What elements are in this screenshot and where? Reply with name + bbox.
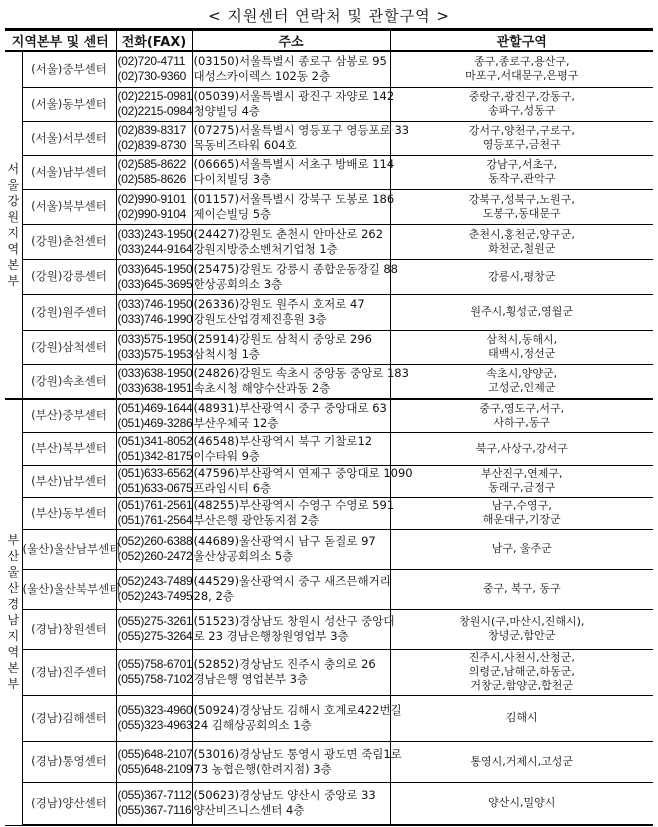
phone-cell (116, 569, 192, 609)
area-line: 거창군,함양군,합천군 (470, 679, 574, 692)
phone-cell (116, 364, 192, 399)
area-cell (390, 294, 653, 330)
address-cell (192, 497, 395, 529)
center-name: (부산)동부센터 (22, 497, 116, 529)
area-cell (390, 189, 653, 224)
address-line: 프라임시티 6층 (193, 481, 272, 495)
phone-number: (055)323-4960 (117, 703, 193, 717)
table-row (5, 465, 653, 497)
region-name-char: 울 (7, 178, 20, 192)
phone-number: (02)730-9360 (117, 69, 186, 84)
phone-cell (116, 259, 192, 294)
area-line: 창원시(구,마산시,진해시), (459, 615, 585, 628)
area-line: 동작구,관악구 (488, 172, 556, 185)
document-title: < 지원센터 연락처 및 관할구역 > (208, 7, 450, 25)
table-row (5, 782, 653, 825)
address-line: (50623)경상남도 양산시 중앙로 33 (193, 788, 376, 803)
center-name: (경남)통영센터 (22, 741, 116, 782)
address-line: (52852)경상남도 진주시 충의로 26 (193, 657, 376, 671)
address-line: 한상공회의소 3층 (193, 276, 283, 291)
header-area: 관할구역 (390, 30, 653, 52)
phone-number: (02)2215-0984 (117, 104, 193, 118)
phone-number: (033)575-1953 (117, 347, 193, 361)
address-line: 부산은행 광안동지점 2층 (193, 513, 320, 527)
area-line: 강서구,양천구,구로구, (468, 124, 575, 137)
table-row (5, 649, 653, 695)
phone-number: (02)990-9104 (117, 206, 186, 221)
phone-number: (051)469-3286 (117, 415, 193, 430)
center-name: (경남)김해센터 (22, 695, 116, 741)
area-line: 영등포구,금천구 (482, 138, 561, 151)
phone-number: (055)367-7112 (117, 788, 192, 803)
table-row (5, 695, 653, 741)
address-cell (192, 155, 395, 189)
area-line: 양산시,밀양시 (488, 796, 556, 810)
address-line: (46548)부산광역시 북구 기찰로12 (193, 433, 373, 448)
phone-number: (051)761-2564 (117, 513, 193, 527)
area-line: 중랑구,광진구,강동구, (468, 90, 575, 103)
area-cell (390, 569, 653, 609)
address-line: (26336)강원도 원주시 호저로 47 (193, 297, 365, 311)
area-line: 남구,수영구, (491, 499, 552, 512)
phone-cell (116, 782, 192, 825)
address-line: (53016)경상남도 통영시 광도면 죽림1로 (193, 746, 402, 761)
center-name: (부산)북부센터 (22, 432, 116, 465)
address-line: 부산우체국 12층 (193, 415, 279, 430)
region-name-char: 산 (7, 581, 20, 596)
region-name-char: 경 (7, 597, 20, 612)
phone-number: (02)2215-0981 (117, 89, 193, 103)
region-name-char: 본 (7, 258, 20, 272)
area-cell (390, 399, 653, 432)
area-cell (390, 330, 653, 364)
address-line: (05039)서울특별시 광진구 자양로 142 (193, 89, 395, 103)
address-cell (192, 87, 395, 121)
phone-number: (033)575-1950 (117, 332, 193, 346)
address-line: (03150)서울특별시 종로구 삼봉로 95 (193, 54, 387, 69)
table-row (5, 609, 653, 649)
center-name: (서울)서부센터 (22, 121, 116, 155)
area-line: 사하구,동구 (493, 415, 551, 429)
table-row (5, 155, 653, 189)
area-cell (390, 649, 653, 695)
area-cell (390, 782, 653, 825)
phone-cell (116, 465, 192, 497)
area-cell (390, 695, 653, 741)
address-line: (06665)서울특별시 서초구 방배로 114 (193, 157, 395, 171)
address-line: 속초시청 해양수산과동 2층 (193, 381, 331, 396)
address-line: 삼척시청 1층 (193, 347, 261, 361)
area-cell (390, 432, 653, 465)
area-cell (390, 259, 653, 294)
address-line: 강원도산업경제진흥원 3층 (193, 312, 327, 326)
table-row (5, 569, 653, 609)
area-cell (390, 609, 653, 649)
area-cell (390, 224, 653, 259)
area-line: 마포구,서대문구,은평구 (465, 69, 579, 83)
center-name: (서울)북부센터 (22, 189, 116, 224)
phone-number: (055)648-2109 (117, 761, 193, 776)
area-line: 속초시,양양군, (486, 367, 558, 381)
center-name: (서울)동부센터 (22, 87, 116, 121)
phone-cell (116, 741, 192, 782)
address-line: (07275)서울특별시 영등포구 영등포로 33 (193, 123, 410, 137)
address-line: 제이슨빌딩 5층 (193, 206, 272, 221)
area-line: 강남구,서초구, (486, 158, 558, 171)
address-line: 이수타워 9층 (193, 448, 261, 463)
phone-cell (116, 224, 192, 259)
phone-number: (02)839-8730 (117, 138, 186, 152)
area-line: 종구,종로구,용산구, (474, 55, 570, 69)
phone-cell (116, 497, 192, 529)
area-cell (390, 121, 653, 155)
address-line: (48931)부산광역시 중구 중앙대로 63 (193, 400, 387, 415)
phone-number: (052)243-7489 (117, 574, 193, 588)
region-name-char: 산 (7, 549, 20, 564)
address-line: 28, 2층 (193, 589, 234, 603)
phone-number: (033)746-1990 (117, 312, 193, 326)
center-name: (울산)울산북부센터 (22, 569, 116, 609)
region-name-char: 부 (7, 533, 20, 548)
address-cell (192, 330, 390, 364)
phone-cell (116, 155, 192, 189)
area-line: 김해시 (505, 711, 538, 724)
phone-number: (055)275-3264 (117, 629, 193, 643)
area-cell (390, 741, 653, 782)
area-cell (390, 51, 653, 87)
area-line: 강릉시,평창군 (488, 269, 556, 283)
region-name-char: 강 (7, 194, 20, 208)
address-cell (192, 121, 410, 155)
phone-number: (051)341-8052 (117, 433, 193, 448)
table-row (5, 87, 653, 121)
center-name: (서울)중부센터 (22, 51, 116, 87)
region-name-char: 울 (7, 565, 20, 580)
address-line: (01157)서울특별시 강북구 도봉로 186 (193, 191, 395, 206)
address-cell (192, 529, 390, 569)
center-name: (강원)춘천센터 (22, 224, 116, 259)
address-line: (48255)부산광역시 수영구 수영로 591 (193, 498, 395, 512)
table-row (5, 364, 653, 399)
address-cell (192, 189, 395, 224)
phone-number: (033)638-1950 (117, 366, 193, 381)
table-row (5, 294, 653, 330)
table-row (5, 399, 653, 432)
address-cell (192, 51, 390, 87)
address-line: (25914)강원도 삼척시 중앙로 296 (193, 332, 372, 346)
table-row (5, 121, 653, 155)
address-cell (192, 399, 390, 432)
center-name: (울산)울산남부센터 (22, 529, 116, 569)
address-line: 양산비즈니스센터 4층 (193, 803, 305, 818)
address-cell (192, 432, 390, 465)
region-name-char: 서 (7, 162, 20, 176)
address-line: (24826)강원도 속초시 중앙동 중앙로 183 (193, 366, 409, 381)
region-cell (5, 399, 22, 825)
address-line: 다이치빌딩 3층 (193, 172, 272, 186)
table-row (5, 189, 653, 224)
phone-number: (052)260-6388 (117, 534, 193, 548)
address-line: (50924)경상남도 김해시 호계로422번길 (193, 703, 402, 717)
area-line: 춘천시,홍천군,양구군, (468, 227, 575, 241)
region-name-char: 부 (7, 677, 20, 692)
phone-cell (116, 695, 192, 741)
area-line: 고성군,인제군 (488, 381, 556, 395)
phone-cell (116, 189, 192, 224)
address-line: (44689)울산광역시 남구 돋질로 97 (193, 534, 376, 548)
phone-number: (051)633-6562 (117, 466, 193, 480)
area-line: 삼척시,동해시, (486, 333, 558, 346)
address-cell (192, 569, 390, 609)
center-name: (경남)진주센터 (22, 649, 116, 695)
address-cell (192, 609, 395, 649)
phone-cell (116, 609, 192, 649)
address-cell (192, 741, 402, 782)
address-line: 목동비즈타워 604호 (193, 138, 297, 152)
address-line: (47596)부산광역시 연제구 중앙대로 1090 (193, 466, 413, 480)
area-line: 원주시,횡성군,영월군 (470, 305, 574, 318)
phone-number: (055)648-2107 (117, 746, 193, 761)
phone-number: (02)720-4711 (117, 54, 186, 69)
center-name: (서울)남부센터 (22, 155, 116, 189)
address-line: (25475)강원도 강릉시 종합운동장길 88 (193, 261, 398, 276)
address-line: 24 김해상공회의소 1층 (193, 718, 312, 732)
phone-number: (033)645-1950 (117, 261, 193, 276)
center-name: (부산)중부센터 (22, 399, 116, 432)
center-name: (강원)원주센터 (22, 294, 116, 330)
center-name: (경남)양산센터 (22, 782, 116, 825)
phone-number: (051)342-8175 (117, 448, 193, 463)
center-name: (경남)창원센터 (22, 609, 116, 649)
region-name-char: 원 (7, 210, 20, 224)
header-phone: 전화(FAX) (116, 30, 192, 52)
address-cell (192, 695, 402, 741)
table-row (5, 497, 653, 529)
phone-number: (033)244-9164 (117, 241, 193, 256)
address-line: 로 23 경남은행창원영업부 3층 (193, 629, 349, 643)
address-line: (44529)울산광역시 중구 새즈믄해거리 (193, 574, 391, 588)
phone-number: (052)260-2472 (117, 549, 193, 563)
table-row (5, 330, 653, 364)
center-name: (강원)삼척센터 (22, 330, 116, 364)
table-row (5, 51, 653, 87)
phone-number: (051)633-0675 (117, 481, 193, 495)
table-row (5, 259, 653, 294)
area-line: 해운대구,기장군 (482, 513, 561, 526)
phone-number: (033)746-1950 (117, 297, 193, 311)
address-cell (192, 782, 390, 825)
phone-cell (116, 294, 192, 330)
phone-cell (116, 121, 192, 155)
table-row (5, 432, 653, 465)
area-line: 통영시,거제시,고성군 (470, 754, 574, 768)
phone-number: (055)275-3261 (117, 614, 193, 628)
phone-number: (055)367-7116 (117, 803, 192, 818)
address-cell (192, 294, 390, 330)
phone-cell (116, 330, 192, 364)
address-line: 73 농협은행(한려지점) 3층 (193, 761, 332, 776)
area-line: 송파구,성동구 (488, 104, 556, 117)
phone-number: (052)243-7495 (117, 589, 193, 603)
phone-number: (02)585-8626 (117, 172, 186, 186)
region-name-char: 남 (7, 613, 20, 628)
phone-number: (02)839-8317 (117, 123, 186, 137)
region-name-char: 역 (7, 242, 20, 256)
phone-number: (02)585-8622 (117, 157, 186, 171)
table-body (5, 51, 653, 825)
area-line: 강북구,성북구,노원구, (468, 192, 575, 206)
table-header-row (5, 30, 653, 52)
center-name: (강원)강릉센터 (22, 259, 116, 294)
center-name: (강원)속초센터 (22, 364, 116, 399)
area-cell (390, 87, 653, 121)
area-line: 화천군,철원군 (488, 241, 556, 255)
phone-number: (051)761-2561 (117, 498, 193, 512)
phone-cell (116, 399, 192, 432)
phone-cell (116, 649, 192, 695)
phone-number: (051)469-1644 (117, 400, 193, 415)
header-address: 주소 (192, 30, 390, 52)
area-cell (390, 465, 653, 497)
phone-cell (116, 529, 192, 569)
area-cell (390, 529, 653, 569)
region-name-char: 지 (7, 629, 20, 644)
address-line: 울산상공회의소 5층 (193, 549, 294, 563)
table-row (5, 529, 653, 569)
phone-number: (033)243-1950 (117, 226, 193, 241)
area-line: 창녕군,함안군 (488, 629, 556, 642)
phone-cell (116, 51, 192, 87)
area-line: 부산진구,연제구, (481, 467, 563, 480)
phone-number: (055)758-7102 (117, 672, 193, 686)
center-name: (부산)남부센터 (22, 465, 116, 497)
area-line: 중구,영도구,서구, (479, 401, 565, 415)
address-line: (24427)강원도 춘천시 안마산로 262 (193, 226, 384, 241)
region-name-char: 지 (7, 226, 20, 240)
area-cell (390, 497, 653, 529)
contact-table (5, 28, 653, 826)
area-line: 의령군,남해군,하동군, (468, 665, 575, 678)
address-line: 강원지방중소벤처기업청 1층 (193, 241, 338, 256)
address-cell (192, 259, 398, 294)
phone-number: (02)990-9101 (117, 191, 186, 206)
area-line: 태백시,정선군 (488, 347, 556, 360)
address-cell (192, 224, 390, 259)
region-name-char: 역 (7, 645, 20, 660)
table-row (5, 224, 653, 259)
header-region-center: 지역본부 및 센터 (5, 30, 116, 52)
address-line: 대성스카이렉스 102동 2층 (193, 69, 331, 84)
region-name-char: 부 (7, 274, 20, 288)
phone-number: (055)323-4963 (117, 718, 193, 732)
address-cell (192, 465, 413, 497)
region-cell (5, 51, 22, 399)
address-line: (51523)경상남도 창원시 성산구 중앙대 (193, 614, 395, 628)
phone-cell (116, 87, 192, 121)
area-line: 북구,사상구,강서구 (475, 441, 568, 455)
area-line: 진주시,사천시,산청군, (468, 651, 575, 664)
area-line: 동래구,금정구 (488, 481, 556, 494)
address-cell (192, 364, 409, 399)
area-cell (390, 364, 653, 399)
table-row (5, 741, 653, 782)
address-cell (192, 649, 390, 695)
phone-number: (033)638-1951 (117, 381, 193, 396)
area-line: 중구, 북구, 동구 (482, 582, 561, 595)
phone-number: (055)758-6701 (117, 657, 193, 671)
area-cell (390, 155, 653, 189)
region-name-char: 본 (7, 661, 20, 676)
area-line: 도봉구,동대문구 (482, 206, 561, 220)
phone-cell (116, 432, 192, 465)
phone-number: (033)645-3695 (117, 276, 193, 291)
address-line: 청양빌딩 4층 (193, 104, 261, 118)
area-line: 남구, 울주군 (491, 542, 552, 555)
address-line: 경남은행 영업본부 3층 (193, 672, 309, 686)
